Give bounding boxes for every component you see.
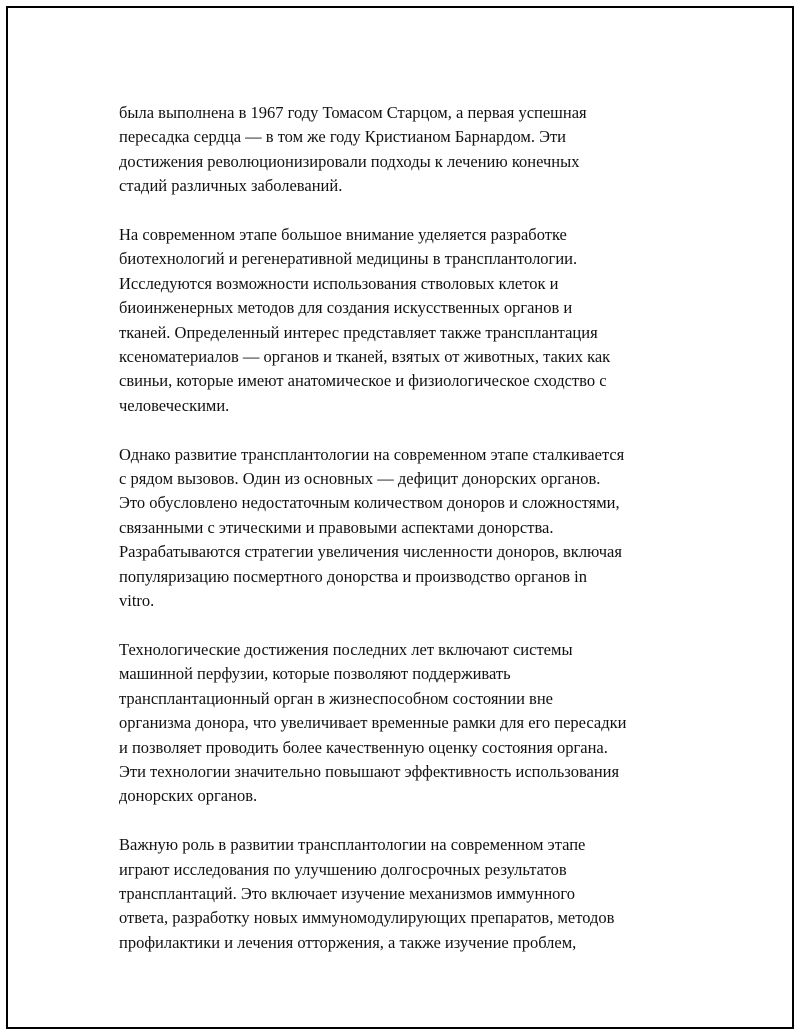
text-line: ксеноматериалов — органов и тканей, взятых от животных, таких как (119, 347, 611, 367)
text-line: свиньи, которые имеют анатомическое и физиологическое сходство с (119, 371, 607, 391)
text-line: Исследуются возможности использования стволовых клеток и (119, 273, 559, 293)
text-line: биотехнологий и регенеративной медицины в трансплантологии. (119, 249, 578, 269)
text-line: организма донора, что увеличивает временные рамки для его пересадки (119, 713, 627, 733)
page-frame (6, 6, 794, 1029)
text-line: vitro. (119, 591, 155, 611)
text-line: тканей. Определенный интерес представляет также трансплантация (119, 322, 598, 342)
paragraph-4 (119, 638, 709, 809)
text-line: пересадка сердца — в том же году Кристианом Барнардом. Эти (119, 127, 567, 147)
text-line: трансплантаций. Это включает изучение механизмов иммунного (119, 883, 576, 903)
text-line: с рядом вызовов. Один из основных — дефицит донорских органов. (119, 469, 601, 489)
text-line: трансплантационный орган в жизнеспособном состоянии вне (119, 688, 553, 708)
text-line: Технологические достижения последних лет включают системы (119, 639, 573, 659)
text-line: Однако развитие трансплантологии на современном этапе сталкивается (119, 444, 625, 464)
text-line: Разрабатываются стратегии увеличения численности доноров, включая (119, 542, 622, 562)
text-line: связанными с этическими и правовыми аспектами донорства. (119, 517, 554, 537)
paragraph-3 (119, 443, 709, 614)
text-line: достижения революционизировали подходы к лечению конечных (119, 151, 580, 171)
text-line: биоинженерных методов для создания искусственных органов и (119, 298, 573, 318)
text-line: донорских органов. (119, 786, 258, 806)
body-text (119, 101, 709, 980)
paragraph-5 (119, 833, 709, 955)
text-line: Важную роль в развитии трансплантологии на современном этапе (119, 835, 586, 855)
text-line: стадий различных заболеваний. (119, 176, 343, 196)
paragraph-1 (119, 101, 709, 199)
text-line: ответа, разработку новых иммуномодулирующих препаратов, методов (119, 908, 615, 928)
text-line: популяризацию посмертного донорства и производство органов in (119, 566, 587, 586)
paragraph-2 (119, 223, 709, 418)
text-line: Это обусловлено недостаточным количеством доноров и сложностями, (119, 493, 620, 513)
text-line: человеческими. (119, 395, 230, 415)
text-line: играют исследования по улучшению долгосрочных результатов (119, 859, 567, 879)
text-line: На современном этапе большое внимание уделяется разработке (119, 225, 567, 245)
text-line: Эти технологии значительно повышают эффективность использования (119, 761, 620, 781)
text-line: машинной перфузии, которые позволяют поддерживать (119, 664, 511, 684)
text-line: профилактики и лечения отторжения, а также изучение проблем, (119, 932, 577, 952)
text-line: была выполнена в 1967 году Томасом Старцом, а первая успешная (119, 103, 587, 122)
text-line: и позволяет проводить более качественную оценку состояния органа. (119, 737, 608, 757)
